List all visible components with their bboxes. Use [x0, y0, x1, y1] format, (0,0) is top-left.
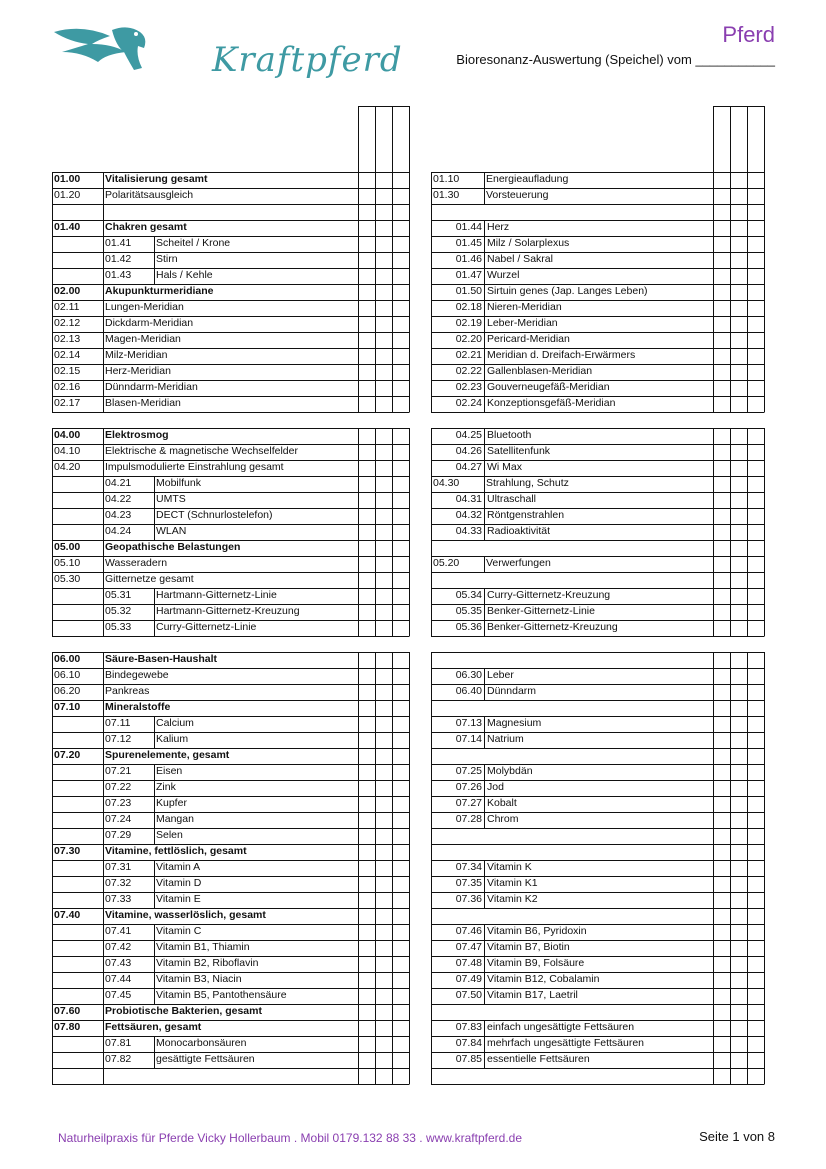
sub-code: 07.81 [105, 1037, 132, 1049]
item-code: 05.35 [455, 605, 482, 617]
item-code: 05.20 [433, 557, 460, 569]
sub-code: 07.41 [105, 925, 132, 937]
item-code: 01.20 [54, 189, 81, 201]
item-code: 02.18 [455, 301, 482, 313]
item-code: 04.31 [455, 493, 482, 505]
item-label: Säure-Basen-Haushalt [105, 653, 218, 665]
item-label: Calcium [156, 717, 194, 729]
sub-code: 05.31 [105, 589, 132, 601]
item-label: mehrfach ungesättigte Fettsäuren [487, 1037, 645, 1049]
item-label: Mobilfunk [156, 477, 201, 489]
item-code: 07.13 [455, 717, 482, 729]
item-code: 02.11 [54, 301, 80, 313]
item-label: einfach ungesättigte Fettsäuren [487, 1021, 635, 1033]
item-label: Vitamin K1 [487, 877, 538, 889]
item-code: 06.00 [54, 653, 81, 665]
item-code: 01.46 [455, 253, 482, 265]
item-code: 01.45 [455, 237, 482, 249]
item-code: 02.21 [455, 349, 482, 361]
item-label: Energieaufladung [486, 173, 569, 185]
item-label: Nieren-Meridian [487, 301, 562, 313]
item-label: Monocarbonsäuren [156, 1037, 247, 1049]
item-code: 04.10 [54, 445, 81, 457]
item-label: Bindegewebe [105, 669, 169, 681]
item-label: Magnesium [487, 717, 542, 729]
item-code: 01.50 [455, 285, 482, 297]
item-code: 02.24 [455, 397, 482, 409]
item-code: 07.40 [54, 909, 81, 921]
item-code: 02.14 [54, 349, 81, 361]
item-label: DECT (Schnurlostelefon) [156, 509, 273, 521]
item-code: 04.30 [433, 477, 460, 489]
sub-code: 07.82 [105, 1053, 132, 1065]
item-label: Kupfer [156, 797, 187, 809]
item-label: Vitamin B7, Biotin [487, 941, 570, 953]
item-label: Vitamin B9, Folsäure [487, 957, 585, 969]
item-label: Polaritätsausgleich [105, 189, 194, 201]
item-label: Dünndarm-Meridian [105, 381, 198, 393]
item-label: Herz-Meridian [105, 365, 171, 377]
item-code: 04.33 [455, 525, 482, 537]
item-label: Impulsmodulierte Einstrahlung gesamt [105, 461, 284, 473]
item-label: Mangan [156, 813, 194, 825]
item-code: 07.48 [455, 957, 482, 969]
item-label: Gouverneugefäß-Meridian [487, 381, 610, 393]
sub-code: 04.22 [105, 493, 132, 505]
item-code: 07.36 [455, 893, 482, 905]
item-label: Benker-Gitternetz-Kreuzung [487, 621, 618, 633]
sub-code: 07.12 [105, 733, 132, 745]
item-label: Vitamine, fettlöslich, gesamt [105, 845, 247, 857]
item-code: 02.23 [455, 381, 482, 393]
item-code: 02.20 [455, 333, 482, 345]
item-label: Vitamin B6, Pyridoxin [487, 925, 587, 937]
item-label: Gallenblasen-Meridian [487, 365, 593, 377]
item-label: Vitamin B12, Cobalamin [487, 973, 600, 985]
sub-code: 04.23 [105, 509, 132, 521]
item-label: Scheitel / Krone [156, 237, 231, 249]
item-label: Sirtuin genes (Jap. Langes Leben) [487, 285, 648, 297]
page-number: Seite 1 von 8 [699, 1129, 775, 1144]
item-label: Elektrosmog [105, 429, 169, 441]
item-label: Vitamin A [156, 861, 201, 873]
item-code: 01.10 [433, 173, 460, 185]
item-code: 05.00 [54, 541, 81, 553]
item-label: Pericard-Meridian [487, 333, 570, 345]
item-label: Magen-Meridian [105, 333, 181, 345]
item-label [103, 1068, 358, 1084]
item-label: Curry-Gitternetz-Linie [156, 621, 257, 633]
item-label: Eisen [156, 765, 183, 777]
item-code: 02.15 [54, 365, 81, 377]
item-code: 07.84 [455, 1037, 482, 1049]
item-label: Kalium [156, 733, 189, 745]
item-code: 04.32 [455, 509, 482, 521]
item-code: 02.17 [54, 397, 81, 409]
item-label: Wurzel [487, 269, 520, 281]
item-code: 07.49 [455, 973, 482, 985]
item-code: 06.10 [54, 669, 81, 681]
item-label: Vitamin C [156, 925, 202, 937]
item-label: Vitamin B5, Pantothensäure [156, 989, 287, 1001]
sub-code: 07.29 [105, 829, 132, 841]
item-label: Dickdarm-Meridian [105, 317, 194, 329]
sub-code: 01.41 [105, 237, 132, 249]
item-code: 04.27 [455, 461, 482, 473]
item-label: Vitalisierung gesamt [105, 173, 208, 185]
sub-code: 07.22 [105, 781, 132, 793]
item-label: Vitamin K2 [487, 893, 538, 905]
item-code: 04.26 [455, 445, 482, 457]
item-label: Natrium [487, 733, 524, 745]
item-code: 05.30 [54, 573, 81, 585]
item-code: 04.25 [455, 429, 482, 441]
item-code [52, 204, 103, 220]
item-code: 07.85 [455, 1053, 482, 1065]
item-label: Herz [487, 221, 510, 233]
animal-title: Pferd [722, 22, 775, 47]
item-code: 07.50 [455, 989, 482, 1001]
item-code: 07.47 [455, 941, 482, 953]
sub-code: 01.42 [105, 253, 132, 265]
sub-code: 07.23 [105, 797, 132, 809]
item-code: 01.47 [455, 269, 482, 281]
item-label: Wasseradern [105, 557, 168, 569]
item-code: 06.30 [455, 669, 482, 681]
sub-code: 07.32 [105, 877, 132, 889]
item-label: Milz / Solarplexus [487, 237, 570, 249]
sub-code: 04.21 [105, 477, 132, 489]
item-label: Dünndarm [487, 685, 537, 697]
item-label: Vitamin B1, Thiamin [156, 941, 250, 953]
item-label: Benker-Gitternetz-Linie [487, 605, 595, 617]
item-label: Zink [156, 781, 176, 793]
item-label: essentielle Fettsäuren [487, 1053, 590, 1065]
sub-code: 07.21 [105, 765, 132, 777]
item-label: Röntgenstrahlen [487, 509, 565, 521]
item-label: Verwerfungen [486, 557, 551, 569]
item-code: 07.25 [455, 765, 482, 777]
item-code: 06.20 [54, 685, 81, 697]
item-code: 07.80 [54, 1021, 81, 1033]
item-code: 01.00 [54, 173, 81, 185]
item-label: Strahlung, Schutz [486, 477, 569, 489]
item-code: 06.40 [455, 685, 482, 697]
item-label [103, 204, 358, 220]
item-label: Vitamine, wasserlöslich, gesamt [105, 909, 266, 921]
item-label: Vitamin B17, Laetril [487, 989, 578, 1001]
item-code: 07.14 [455, 733, 482, 745]
item-label: Hals / Kehle [156, 269, 213, 281]
sub-code: 05.33 [105, 621, 132, 633]
item-label: Milz-Meridian [105, 349, 168, 361]
item-label: Selen [156, 829, 183, 841]
item-label: Radioaktivität [487, 525, 551, 537]
item-code: 04.00 [54, 429, 81, 441]
item-label: Vitamin E [156, 893, 201, 905]
item-code: 07.26 [455, 781, 482, 793]
item-code: 02.19 [455, 317, 482, 329]
item-code: 02.16 [54, 381, 81, 393]
item-label: Vorsteuerung [486, 189, 549, 201]
item-label: Hartmann-Gitternetz-Linie [156, 589, 277, 601]
item-code: 05.10 [54, 557, 81, 569]
sub-code: 07.11 [105, 717, 131, 729]
item-label: Wi Max [487, 461, 522, 473]
sub-code: 07.24 [105, 813, 132, 825]
item-label: Vitamin B2, Riboflavin [156, 957, 259, 969]
item-label: Curry-Gitternetz-Kreuzung [487, 589, 611, 601]
item-label: Nabel / Sakral [487, 253, 553, 265]
item-code: 07.28 [455, 813, 482, 825]
item-label: Akupunkturmeridiane [105, 285, 214, 297]
item-label: Hartmann-Gitternetz-Kreuzung [156, 605, 300, 617]
item-code: 02.12 [54, 317, 81, 329]
item-label: Fettsäuren, gesamt [105, 1021, 202, 1033]
item-label: Meridian d. Dreifach-Erwärmers [487, 349, 636, 361]
item-label: Stirn [156, 253, 178, 265]
item-label: Leber [487, 669, 514, 681]
item-label: Vitamin D [156, 877, 202, 889]
item-label: Molybdän [487, 765, 533, 777]
item-label: Konzeptionsgefäß-Meridian [487, 397, 616, 409]
item-label: Mineralstoffe [105, 701, 171, 713]
brand-name: Kraftpferd [212, 40, 403, 80]
item-label: Satellitenfunk [487, 445, 551, 457]
item-label: Pankreas [105, 685, 150, 697]
item-label: Blasen-Meridian [105, 397, 181, 409]
item-code: 04.20 [54, 461, 81, 473]
item-code: 07.20 [54, 749, 81, 761]
item-label: WLAN [156, 525, 187, 537]
footer-contact: Naturheilpraxis für Pferde Vicky Hollerbaum . Mobil 0179.132 88 33 . www.kraftpferd.de [58, 1131, 523, 1145]
sub-code: 07.43 [105, 957, 132, 969]
item-label: Chakren gesamt [105, 221, 187, 233]
item-code: 07.60 [54, 1005, 81, 1017]
item-code: 01.30 [433, 189, 460, 201]
item-label: Ultraschall [487, 493, 537, 505]
item-code: 02.13 [54, 333, 81, 345]
item-code: 01.40 [54, 221, 81, 233]
sub-code: 04.24 [105, 525, 132, 537]
item-label: Bluetooth [487, 429, 532, 441]
item-code: 02.00 [54, 285, 81, 297]
item-code: 07.27 [455, 797, 482, 809]
item-code: 02.22 [455, 365, 482, 377]
sub-code: 07.31 [105, 861, 132, 873]
document-subtitle: Bioresonanz-Auswertung (Speichel) vom ___________ [456, 52, 775, 67]
item-label: UMTS [156, 493, 186, 505]
sub-code: 07.44 [105, 973, 132, 985]
item-label: Probiotische Bakterien, gesamt [105, 1005, 262, 1017]
item-label: Lungen-Meridian [105, 301, 184, 313]
item-code: 05.36 [455, 621, 482, 633]
item-label: Geopathische Belastungen [105, 541, 241, 553]
item-label: Jod [487, 781, 504, 793]
item-code: 01.44 [455, 221, 482, 233]
sub-code: 07.42 [105, 941, 132, 953]
item-code: 07.46 [455, 925, 482, 937]
item-label: Chrom [487, 813, 519, 825]
item-label: Leber-Meridian [487, 317, 558, 329]
item-label: gesättigte Fettsäuren [156, 1053, 255, 1065]
item-code: 07.10 [54, 701, 81, 713]
sub-code: 01.43 [105, 269, 132, 281]
item-label: Spurenelemente, gesamt [105, 749, 230, 761]
sub-code: 07.33 [105, 893, 132, 905]
item-label: Kobalt [487, 797, 517, 809]
item-label: Vitamin B3, Niacin [156, 973, 242, 985]
item-code: 07.30 [54, 845, 81, 857]
item-label: Vitamin K [487, 861, 532, 873]
item-label: Elektrische & magnetische Wechselfelder [105, 445, 298, 457]
item-label: Gitternetze gesamt [105, 573, 194, 585]
item-code: 07.83 [455, 1021, 482, 1033]
item-code [52, 1068, 103, 1084]
item-code: 07.34 [455, 861, 482, 873]
item-code: 05.34 [455, 589, 482, 601]
sub-code: 07.45 [105, 989, 132, 1001]
item-code: 07.35 [455, 877, 482, 889]
sub-code: 05.32 [105, 605, 132, 617]
